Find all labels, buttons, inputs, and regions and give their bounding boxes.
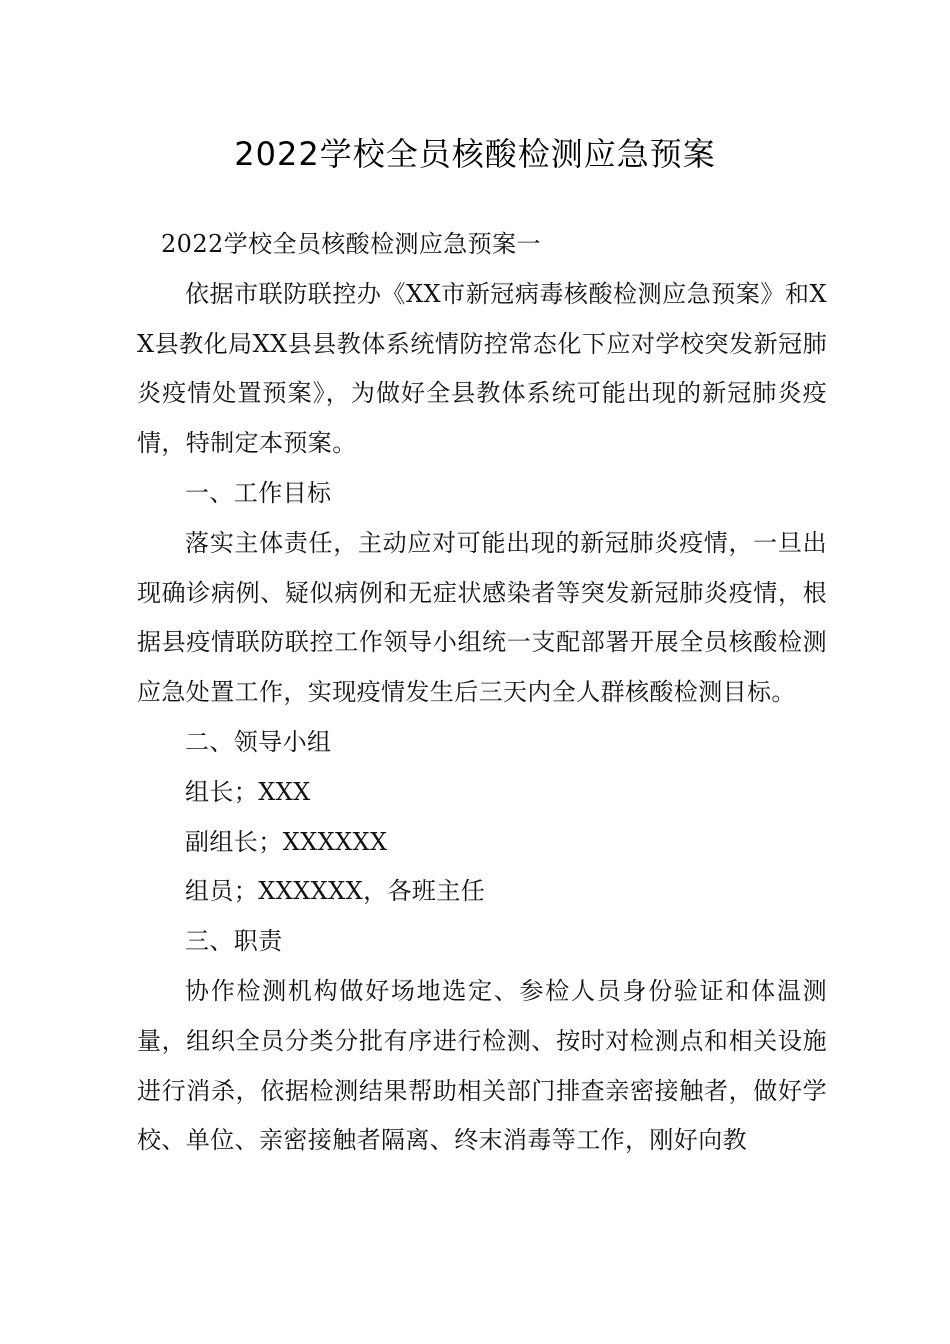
intro-paragraph: 依据市联防联控办《XX市新冠病毒核酸检测应急预案》和XX县教化局XX县县教体系统情防控常态化下应对学校突发新冠肺炎疫情处置预案》，为做好全县教体系统可能出现的新冠肺炎疫情，特制定本预案。 (137, 279, 827, 458)
deputy-leader-line: 副组长；XXXXXX (185, 827, 388, 856)
document-body (137, 220, 827, 1166)
section-heading-goals: 一、工作目标 (185, 478, 332, 507)
section-heading-leadership: 二、领导小组 (185, 727, 332, 756)
leader-line: 组长；XXX (185, 777, 311, 806)
members-line: 组员；XXXXXX，各班主任 (185, 877, 486, 906)
subtitle-paragraph: 2022学校全员核酸检测应急预案一 (161, 230, 541, 258)
document-title: 2022学校全员核酸检测应急预案 (234, 135, 716, 173)
goals-paragraph: 落实主体责任，主动应对可能出现的新冠肺炎疫情，一旦出现确诊病例、疑似病例和无症状感染者等突发新冠肺炎疫情，根据县疫情联防联控工作领导小组统一支配部署开展全员核酸检测应急处置工作，实现疫情发生后三天内全人群核酸检测目标。 (137, 528, 827, 707)
section-heading-duties: 三、职责 (185, 927, 283, 956)
duties-paragraph: 协作检测机构做好场地选定、参检人员身份验证和体温测量，组织全员分类分批有序进行检测、按时对检测点和相关设施进行消杀，依据检测结果帮助相关部门排查亲密接触者，做好学校、单位、亲密接触者隔离、终末消毒等工作，刚好向教 (137, 976, 827, 1155)
